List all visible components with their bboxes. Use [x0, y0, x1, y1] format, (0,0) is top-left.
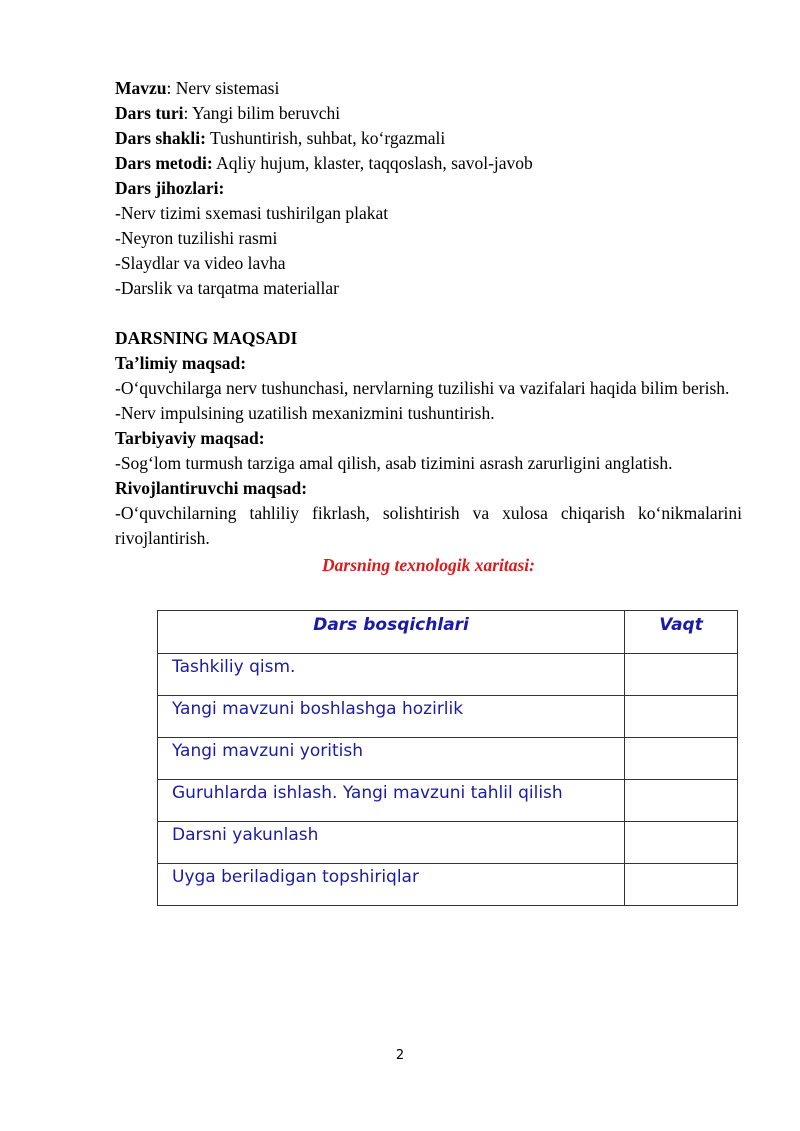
educational-goal-item: -Nerv impulsining uzatilish mexanizmini tushuntirish.: [115, 403, 495, 423]
info-topic: Mavzu: Nerv sistemasi: [115, 78, 280, 98]
equipment-item: -Slaydlar va video lavha: [115, 253, 286, 273]
table-row: [158, 738, 738, 780]
lesson-plan: [115, 76, 742, 578]
equipment-item: -Darslik va tarqatma materiallar: [115, 278, 339, 298]
developmental-goal-heading: Rivojlantiruvchi maqsad:: [115, 478, 308, 498]
info-lesson-method: Dars metodi: Aqliy hujum, klaster, taqqoslash, savol-javob: [115, 153, 533, 173]
header-stages: Dars bosqichlari: [158, 611, 625, 654]
time-cell: [625, 780, 738, 822]
stage-cell: Darsni yakunlash: [158, 822, 625, 864]
table-row: [158, 654, 738, 696]
stage-cell: Yangi mavzuni boshlashga hozirlik: [158, 696, 625, 738]
equipment-item: -Neyron tuzilishi rasmi: [115, 228, 278, 248]
header-time: Vaqt: [625, 611, 738, 654]
table-row: [158, 822, 738, 864]
time-cell: [625, 654, 738, 696]
tech-map-table: [157, 610, 738, 906]
educational-goal-item: -O‘quvchilarga nerv tushunchasi, nervlarning tuzilishi va vazifalari haqida bilim berish.: [115, 378, 730, 398]
info-lesson-form: Dars shakli: Tushuntirish, suhbat, ko‘rgazmali: [115, 128, 446, 148]
equipment-item: -Nerv tizimi sxemasi tushirilgan plakat: [115, 203, 389, 223]
stage-cell: Tashkiliy qism.: [158, 654, 625, 696]
equipment-heading: Dars jihozlari:: [115, 178, 225, 198]
tech-map-title: Darsning texnologik xaritasi:: [322, 555, 535, 575]
page-number: 2: [395, 1048, 405, 1063]
educational-goal-heading: Ta’limiy maqsad:: [115, 353, 247, 373]
time-cell: [625, 738, 738, 780]
stage-cell: Yangi mavzuni yoritish: [158, 738, 625, 780]
upbringing-goal-heading: Tarbiyaviy maqsad:: [115, 428, 265, 448]
table-row: [158, 696, 738, 738]
developmental-goal-item: -O‘quvchilarning tahliliy fikrlash, solishtirish va xulosa chiqarish ko‘nikmalarini rivojlantirish.: [115, 503, 742, 548]
table-header-row: [158, 611, 738, 654]
spacer: [115, 301, 742, 326]
table-row: [158, 780, 738, 822]
goals-heading: DARSNING MAQSADI: [115, 328, 298, 348]
time-cell: [625, 822, 738, 864]
stage-cell: Guruhlarda ishlash. Yangi mavzuni tahlil qilish: [158, 780, 625, 822]
time-cell: [625, 696, 738, 738]
info-lesson-type: Dars turi: Yangi bilim beruvchi: [115, 103, 341, 123]
table-row: [158, 864, 738, 906]
upbringing-goal-item: -Sog‘lom turmush tarziga amal qilish, asab tizimini asrash zarurligini anglatish.: [115, 453, 673, 473]
time-cell: [625, 864, 738, 906]
stage-cell: Uyga beriladigan topshiriqlar: [158, 864, 625, 906]
